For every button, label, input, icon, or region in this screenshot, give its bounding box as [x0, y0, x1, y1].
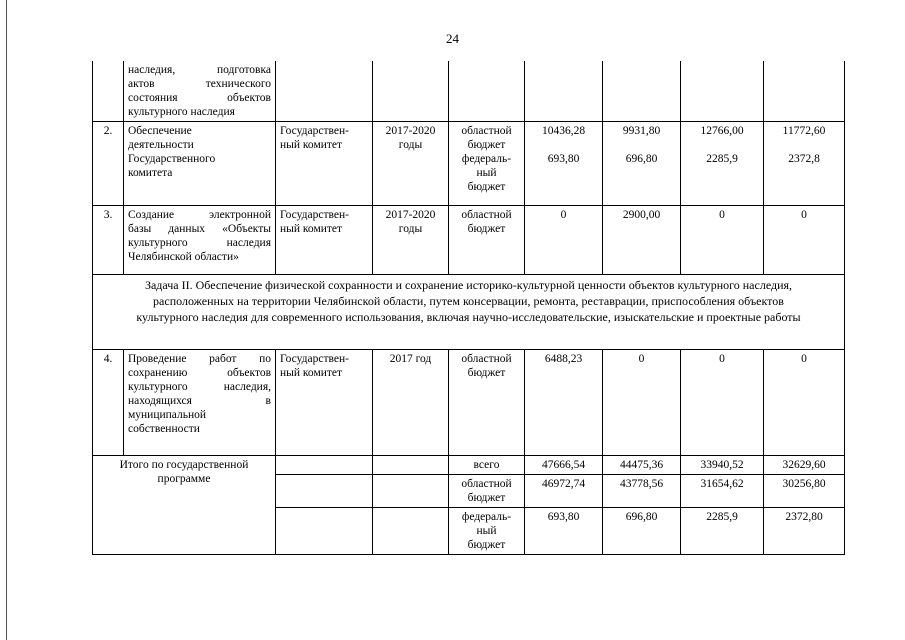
funding-source-cell: областной бюджет	[449, 206, 525, 275]
total-year3: 31654,62	[681, 475, 764, 508]
executor-cell: Государствен- ный комитет	[276, 350, 373, 456]
amount-year2: 9931,80 696,80	[603, 122, 681, 206]
amount-year4: 0	[764, 350, 845, 456]
executor-cell: Государствен- ный комитет	[276, 122, 373, 206]
total-year4: 2372,80	[764, 508, 845, 555]
program-table	[92, 61, 845, 555]
page-edge-line	[6, 0, 7, 640]
executor-cell: Государствен- ный комитет	[276, 206, 373, 275]
total-year1: 46972,74	[525, 475, 603, 508]
row-number: 3.	[93, 206, 124, 275]
total-year2: 43778,56	[603, 475, 681, 508]
total-row	[93, 456, 845, 475]
amount-year3: 0	[681, 206, 764, 275]
task-heading-row	[93, 275, 845, 350]
funding-source-cell: федераль- ный бюджет	[449, 508, 525, 555]
table-row	[93, 206, 845, 275]
table-row	[93, 350, 845, 456]
period-cell: 2017-2020 годы	[373, 206, 449, 275]
activity-name-cell: Обеспечение деятельности Государственного комитета	[124, 122, 276, 206]
amount-year2: 2900,00	[603, 206, 681, 275]
total-label: Итого по государственной программе	[93, 456, 276, 555]
total-year4: 30256,80	[764, 475, 845, 508]
total-year2: 696,80	[603, 508, 681, 555]
period-cell: 2017 год	[373, 350, 449, 456]
funding-source-cell: всего	[449, 456, 525, 475]
activity-name-cell: наследия, подготовка актов технического состояния объектов культурного наследия	[124, 61, 276, 122]
table-row	[93, 122, 845, 206]
total-year4: 32629,60	[764, 456, 845, 475]
amount-year1: 0	[525, 206, 603, 275]
total-year1: 47666,54	[525, 456, 603, 475]
amount-year3: 0	[681, 350, 764, 456]
row-number: 2.	[93, 122, 124, 206]
total-year1: 693,80	[525, 508, 603, 555]
funding-source-cell: областной бюджет	[449, 475, 525, 508]
funding-source-cell: областной бюджет	[449, 350, 525, 456]
amount-year2: 0	[603, 350, 681, 456]
total-year3: 33940,52	[681, 456, 764, 475]
total-year2: 44475,36	[603, 456, 681, 475]
amount-year3: 12766,00 2285,9	[681, 122, 764, 206]
page-number: 24	[446, 31, 459, 46]
amount-year4: 0	[764, 206, 845, 275]
row-number: 4.	[93, 350, 124, 456]
activity-name-cell: Создание электронной базы данных «Объекты культурного наследия Челябинской области»	[124, 206, 276, 275]
total-year3: 2285,9	[681, 508, 764, 555]
task-heading: Задача II. Обеспечение физической сохранности и сохранение историко-культурной ценности объектов культурного наследия, расположенных на территории Челябинской области, путем консервации, ремонта, реставрации, приспособления объектов культурного наследия для современного использования, включая научно-исследовательские, изыскательские и проектные работы	[93, 275, 845, 350]
amount-year1: 10436,28 693,80	[525, 122, 603, 206]
activity-name-cell: Проведение работ по сохранению объектов культурного наследия, находящихся в муниципальной собственности	[124, 350, 276, 456]
amount-year1: 6488,23	[525, 350, 603, 456]
period-cell: 2017-2020 годы	[373, 122, 449, 206]
funding-source-cell: областной бюджет федераль- ный бюджет	[449, 122, 525, 206]
amount-year4: 11772,60 2372,8	[764, 122, 845, 206]
table-row	[93, 61, 845, 122]
